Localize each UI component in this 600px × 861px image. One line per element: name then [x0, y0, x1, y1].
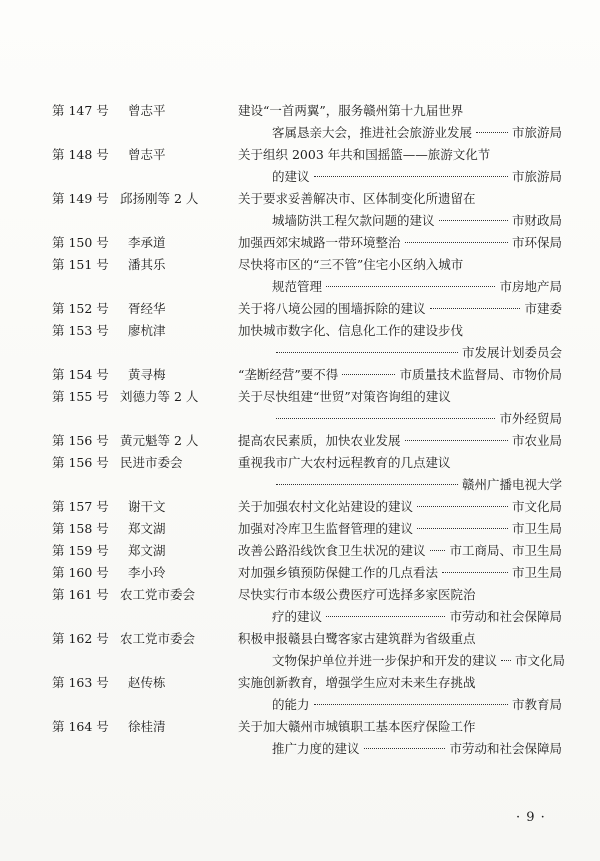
proposal-number: 第 161 号 [52, 587, 109, 602]
proposal-title-line: 关于加大赣州市城镇职工基本医疗保险工作 [238, 719, 476, 734]
proposal-number: 第 157 号 [52, 499, 109, 514]
proposal-title-line: 关于组织 2003 年共和国摇篮——旅游文化节 [238, 147, 491, 162]
proposal-entry [52, 716, 562, 760]
leader-dots [417, 506, 508, 507]
leader-dots [314, 704, 508, 705]
proposal-number: 第 156 号 [52, 455, 109, 470]
proposal-number: 第 154 号 [52, 367, 109, 382]
responsible-department: 市外经贸局 [499, 411, 562, 426]
proposal-title-line: 的建议 [272, 169, 310, 184]
leader-dots [276, 352, 458, 353]
proposal-number: 第 158 号 [52, 521, 109, 536]
proposal-entry [52, 430, 562, 452]
responsible-department: 市财政局 [511, 213, 562, 228]
proposal-number: 第 162 号 [52, 631, 109, 646]
responsible-department: 市工商局、市卫生局 [449, 543, 562, 558]
proposal-entry [52, 562, 562, 584]
proposal-title-line: 疗的建议 [272, 609, 323, 624]
proposal-title-line: “垄断经营”要不得 [238, 367, 339, 382]
responsible-department: 市教育局 [511, 697, 562, 712]
proposal-title-line: 尽快实行市本级公费医疗可选择多家医院治 [238, 587, 476, 602]
proposal-submitter: 潘其乐 [128, 257, 166, 272]
proposal-number: 第 159 号 [52, 543, 109, 558]
responsible-department: 市卫生局 [511, 521, 562, 536]
proposal-title-line: 建设“一首两翼”，服务赣州第十九届世界 [238, 103, 464, 118]
proposal-title-line: 城墙防洪工程欠款问题的建议 [272, 213, 435, 228]
proposal-list [52, 100, 566, 760]
leader-dots [276, 418, 495, 419]
proposal-entry [52, 298, 562, 320]
proposal-number: 第 156 号 [52, 433, 109, 448]
proposal-title-line: 规范管理 [272, 279, 323, 294]
leader-dots [276, 484, 458, 485]
proposal-entry [52, 628, 566, 672]
proposal-entry [52, 584, 562, 628]
proposal-title-line: 加强对冷库卫生监督管理的建议 [238, 521, 414, 536]
responsible-department: 市文化局 [511, 499, 562, 514]
proposal-entry [52, 386, 562, 430]
responsible-department: 市劳动和社会保障局 [449, 741, 562, 756]
proposal-title-line: 的能力 [272, 697, 310, 712]
leader-dots [417, 528, 508, 529]
proposal-submitter: 李小玲 [128, 565, 166, 580]
proposal-title-line: 关于加强农村文化站建设的建议 [238, 499, 414, 514]
responsible-department: 市劳动和社会保障局 [449, 609, 562, 624]
leader-dots [405, 440, 508, 441]
proposal-submitter: 农工党市委会 [120, 631, 196, 646]
proposal-entry [52, 496, 562, 518]
proposal-submitter: 胥经华 [128, 301, 166, 316]
proposal-submitter: 刘德力等 2 人 [120, 389, 199, 404]
proposal-entry [52, 518, 562, 540]
proposal-submitter: 黄寻梅 [128, 367, 166, 382]
responsible-department: 市质量技术监督局、市物价局 [399, 367, 562, 382]
proposal-entry [52, 254, 562, 298]
proposal-title-line: 加快城市数字化、信息化工作的建设步伐 [238, 323, 464, 338]
proposal-number: 第 149 号 [52, 191, 109, 206]
proposal-number: 第 151 号 [52, 257, 109, 272]
page-number: · 9 · [516, 810, 546, 825]
proposal-submitter: 郑文湖 [128, 543, 166, 558]
proposal-title-line: 重视我市广大农村远程教育的几点建议 [238, 455, 451, 470]
leader-dots [326, 616, 445, 617]
responsible-department: 市旅游局 [511, 169, 562, 184]
proposal-title-line: 实施创新教育，增强学生应对未来生存挑战 [238, 675, 476, 690]
proposal-submitter: 民进市委会 [120, 455, 183, 470]
proposal-title-line: 关于要求妥善解决市、区体制变化所遗留在 [238, 191, 476, 206]
proposal-submitter: 黄元魁等 2 人 [120, 433, 199, 448]
responsible-department: 市建委 [524, 301, 562, 316]
proposal-entry [52, 232, 562, 254]
proposal-submitter: 郑文湖 [128, 521, 166, 536]
proposal-title-line: 对加强乡镇预防保健工作的几点看法 [238, 565, 439, 580]
proposal-submitter: 谢干文 [128, 499, 166, 514]
proposal-title-line: 提高农民素质，加快农业发展 [238, 433, 401, 448]
leader-dots [501, 660, 511, 661]
responsible-department: 市旅游局 [511, 125, 562, 140]
leader-dots [476, 132, 508, 133]
proposal-title-line: 积极申报赣县白鹭客家古建筑群为省级重点 [238, 631, 476, 646]
responsible-department: 市文化局 [515, 653, 566, 668]
proposal-number: 第 163 号 [52, 675, 109, 690]
responsible-department: 市卫生局 [511, 565, 562, 580]
proposal-title-line: 关于将八境公园的围墙拆除的建议 [238, 301, 426, 316]
responsible-department: 市农业局 [511, 433, 562, 448]
proposal-title-line: 关于尽快组建“世贸”对策咨询组的建议 [238, 389, 451, 404]
proposal-submitter: 廖杭津 [128, 323, 166, 338]
responsible-department: 赣州广播电视大学 [461, 477, 562, 492]
responsible-department: 市环保局 [511, 235, 562, 250]
responsible-department: 市发展计划委员会 [461, 345, 562, 360]
proposal-title-line: 推广力度的建议 [272, 741, 360, 756]
leader-dots [405, 242, 508, 243]
proposal-number: 第 148 号 [52, 147, 109, 162]
proposal-number: 第 155 号 [52, 389, 109, 404]
proposal-title-line: 加强西郊宋城路一带环境整治 [238, 235, 401, 250]
leader-dots [364, 748, 446, 749]
proposal-submitter: 李承道 [128, 235, 166, 250]
proposal-number: 第 152 号 [52, 301, 109, 316]
proposal-title-line: 尽快将市区的“三不管”住宅小区纳入城市 [238, 257, 464, 272]
proposal-entry [52, 100, 562, 144]
proposal-submitter: 曾志平 [128, 103, 166, 118]
proposal-entry [52, 188, 562, 232]
proposal-number: 第 160 号 [52, 565, 109, 580]
proposal-submitter: 邱扬刚等 2 人 [120, 191, 199, 206]
proposal-number: 第 164 号 [52, 719, 109, 734]
proposal-number: 第 153 号 [52, 323, 109, 338]
proposal-number: 第 147 号 [52, 103, 109, 118]
proposal-number: 第 150 号 [52, 235, 109, 250]
proposal-entry [52, 672, 562, 716]
leader-dots [326, 286, 495, 287]
leader-dots [430, 550, 446, 551]
proposal-title-line: 文物保护单位并进一步保护和开发的建议 [272, 653, 498, 668]
leader-dots [439, 220, 508, 221]
proposal-title-line: 改善公路沿线饮食卫生状况的建议 [238, 543, 426, 558]
proposal-submitter: 农工党市委会 [120, 587, 196, 602]
leader-dots [314, 176, 508, 177]
leader-dots [430, 308, 521, 309]
proposal-entry [52, 364, 562, 386]
proposal-submitter: 曾志平 [128, 147, 166, 162]
responsible-department: 市房地产局 [499, 279, 562, 294]
leader-dots [442, 572, 508, 573]
leader-dots [342, 374, 395, 375]
proposal-entry [52, 540, 562, 562]
proposal-entry [52, 144, 562, 188]
proposal-submitter: 赵传栋 [128, 675, 166, 690]
proposal-title-line: 客属恳亲大会，推进社会旅游业发展 [272, 125, 473, 140]
proposal-entry [52, 320, 562, 364]
proposal-submitter: 徐桂清 [128, 719, 166, 734]
proposal-entry [52, 452, 562, 496]
